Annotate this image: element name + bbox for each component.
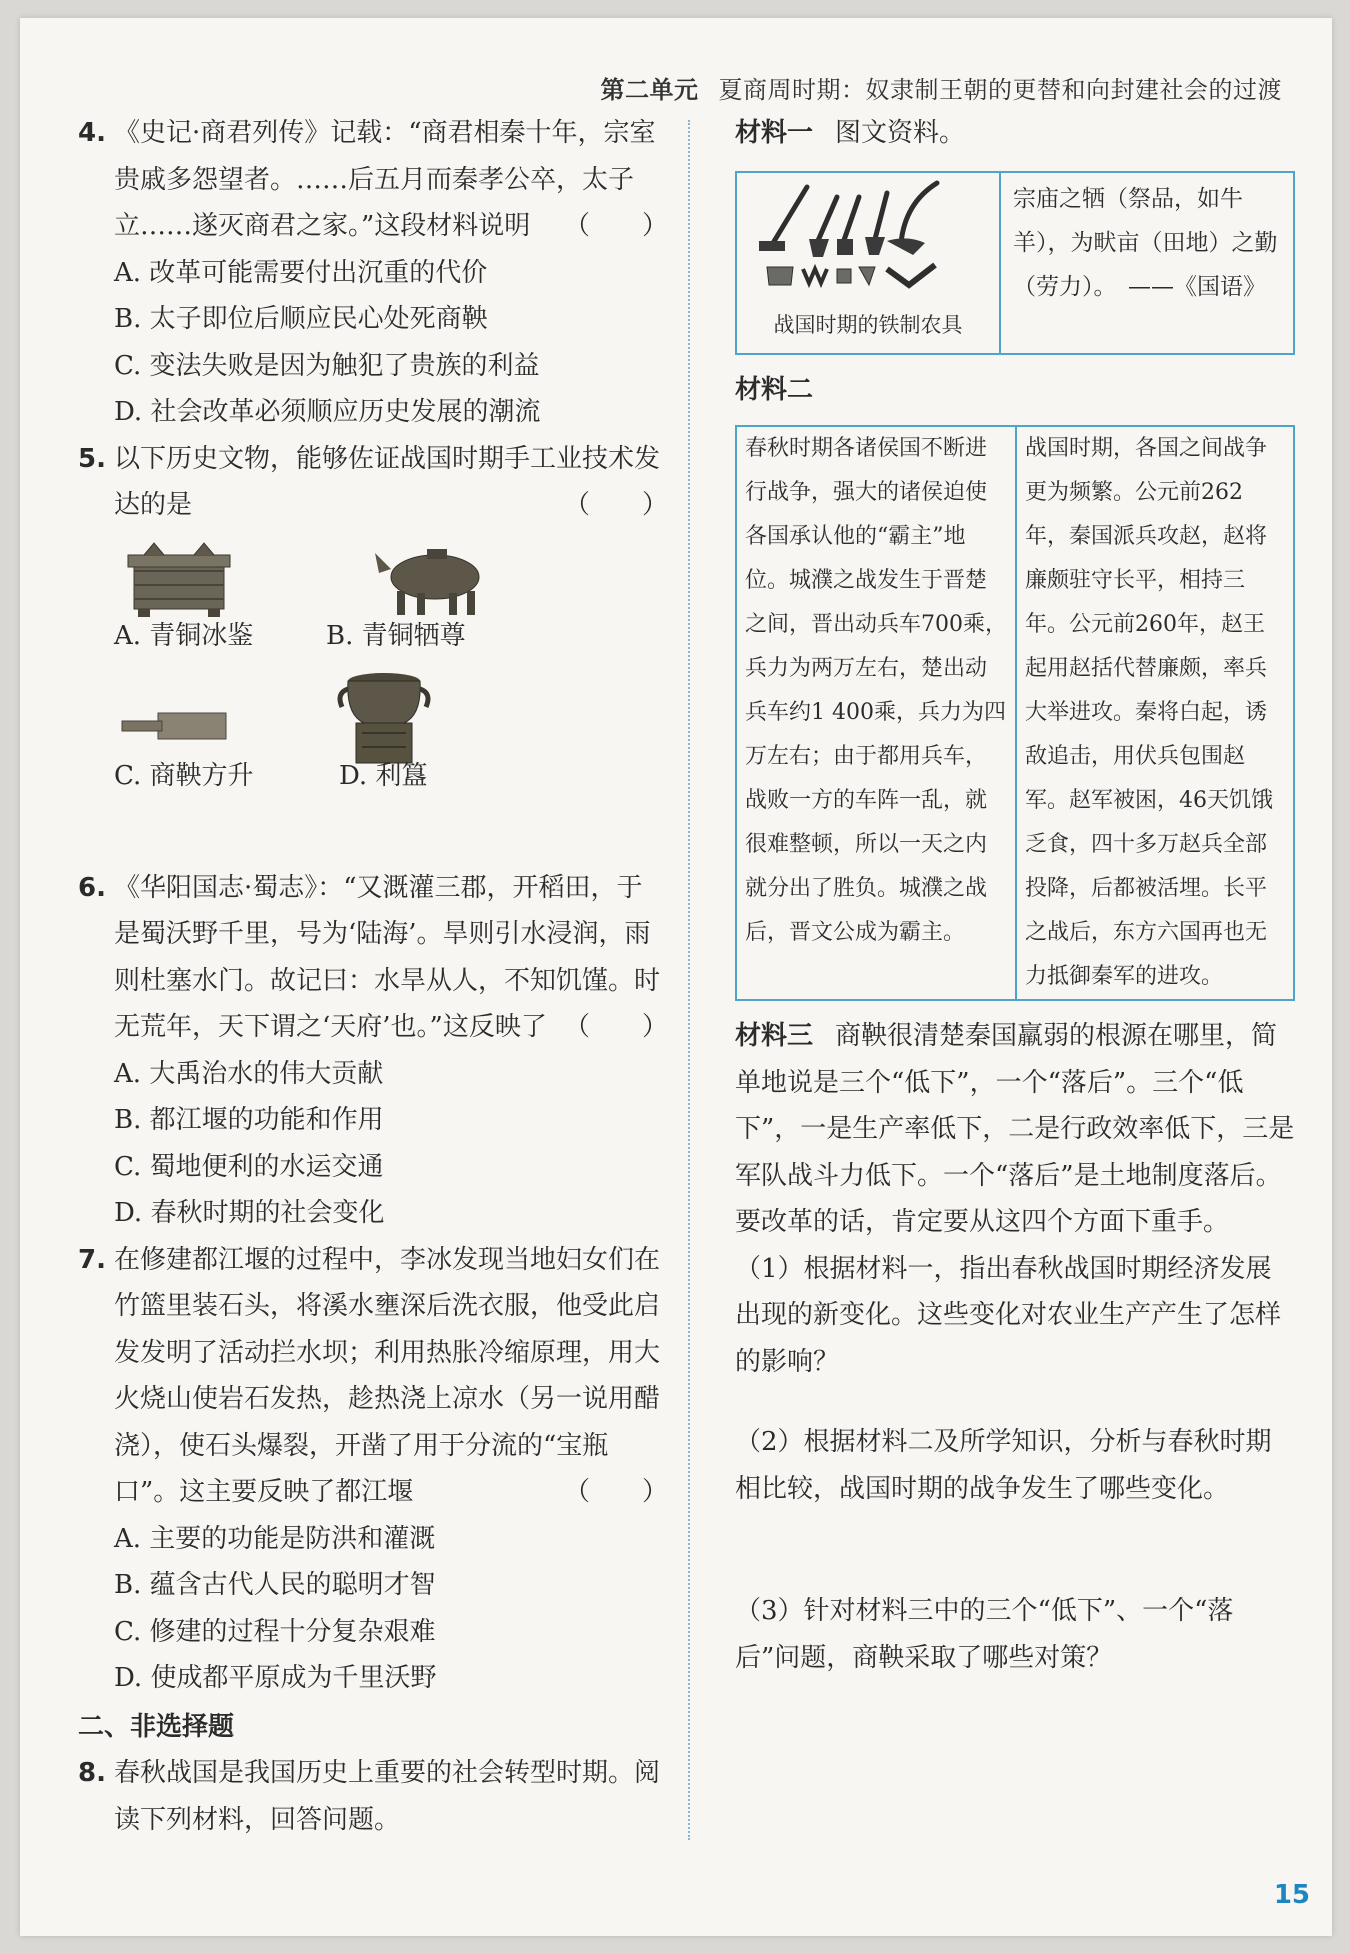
material-intro: 图文资料。 xyxy=(835,118,966,148)
material-1-heading xyxy=(735,110,1295,157)
option-d[interactable]: D. 使成都平原成为千里沃野 xyxy=(114,1663,437,1693)
option-a[interactable]: A. 主要的功能是防洪和灌溉 xyxy=(114,1523,436,1554)
question-number: 5. xyxy=(78,443,106,474)
iron-tools-figure xyxy=(737,173,1001,353)
question-4 xyxy=(78,110,668,250)
shang-yang-square-sheng-image xyxy=(120,705,230,745)
question-stem: 春秋战国是我国历史上重要的社会转型时期。阅读下列材料，回答问题。 xyxy=(114,1758,661,1835)
question-7 xyxy=(78,1237,668,1516)
bronze-xizun-image xyxy=(369,539,499,619)
left-column xyxy=(78,110,668,1843)
material-label: 材料二 xyxy=(735,374,814,405)
subquestion-3: （3）针对材料三中的三个“低下”、一个“落后”问题，商鞅采取了哪些对策？ xyxy=(735,1596,1234,1673)
option-d[interactable]: D. 社会改革必须顺应历史发展的潮流 xyxy=(114,397,541,427)
option-c[interactable]: C. 修建的过程十分复杂艰难 xyxy=(114,1616,436,1647)
relic-images xyxy=(114,529,668,865)
section-heading: 二、非选择题 xyxy=(78,1711,235,1742)
unit-title: 夏商周时期：奴隶制王朝的更替和向封建社会的过渡 xyxy=(718,76,1282,104)
answer-blank[interactable]: （ ） xyxy=(563,490,668,520)
option-d[interactable]: D. 春秋时期的社会变化 xyxy=(114,1198,385,1228)
material-2-table xyxy=(735,425,1295,1001)
spring-autumn-cell: 春秋时期各诸侯国不断进行战争，强大的诸侯迫使各国承认他的“霸主”地位。城濮之战发生于晋楚之间，晋出动兵车700乘，兵力为两万左右，楚出动兵车约1 400乘，兵力为四万左右；由于都用兵车，战败一方的车阵一乱，就很难整顿，所以一天之内就分出了胜负。城濮之战后，晋文公成为霸主。 xyxy=(745,436,1007,945)
question-stem: 以下历史文物，能够佐证战国时期手工业技术发达的是 xyxy=(114,443,661,520)
unit-label: 第二单元 xyxy=(600,76,699,104)
figure-caption: 战国时期的铁制农具 xyxy=(773,313,963,337)
option-b[interactable]: B. 太子即位后顺应民心处死商鞅 xyxy=(114,304,488,334)
option-b[interactable]: B. 蕴含古代人民的聪明才智 xyxy=(114,1570,436,1600)
question-number: 7. xyxy=(78,1244,106,1275)
right-column xyxy=(735,110,1295,1681)
answer-blank[interactable]: （ ） xyxy=(563,211,668,241)
question-5 xyxy=(78,436,668,529)
material-3 xyxy=(735,1013,1295,1246)
column-divider xyxy=(688,120,690,1840)
option-c[interactable]: C. 变法失败是因为触犯了贵族的利益 xyxy=(114,350,540,381)
option-a[interactable]: A. 大禹治水的伟大贡献 xyxy=(114,1058,384,1089)
li-gui-image xyxy=(334,667,434,767)
subquestion-1: （1）根据材料一，指出春秋战国时期经济发展出现的新变化。这些变化对农业生产产生了怎样的影响？ xyxy=(735,1253,1282,1377)
material-2-heading xyxy=(735,367,1295,414)
question-number: 8. xyxy=(78,1758,106,1788)
bronze-ice-jian-image xyxy=(124,541,234,619)
material-label: 材料一 xyxy=(735,118,814,148)
iron-farm-tools-image xyxy=(737,173,995,303)
question-stem: 《华阳国志·蜀志》：“又溉灌三郡，开稻田，于是蜀沃野千里，号为‘陆海’。旱则引水浸润，雨则杜塞水门。故记曰：水旱从人，不知饥馑。时无荒年，天下谓之‘天府’也。”这反映了 xyxy=(114,872,661,1042)
option-d-caption[interactable]: D. 利簋 xyxy=(339,760,428,791)
material-label: 材料三 xyxy=(735,1021,814,1051)
option-a[interactable]: A. 改革可能需要付出沉重的代价 xyxy=(114,257,488,288)
answer-blank[interactable]: （ ） xyxy=(563,1477,668,1507)
option-c[interactable]: C. 蜀地便利的水运交通 xyxy=(114,1151,384,1182)
material-1-box xyxy=(735,171,1295,355)
option-c-caption[interactable]: C. 商鞅方升 xyxy=(114,760,254,791)
question-number: 4. xyxy=(78,118,106,148)
subquestion-2: （2）根据材料二及所学知识，分析与春秋时期相比较，战国时期的战争发生了哪些变化。 xyxy=(735,1427,1272,1504)
question-8 xyxy=(78,1750,668,1843)
option-b-caption[interactable]: B. 青铜牺尊 xyxy=(326,620,466,651)
option-a-caption[interactable]: A. 青铜冰鉴 xyxy=(114,620,254,651)
question-stem: 在修建都江堰的过程中，李冰发现当地妇女们在竹篮里装石头，将溪水壅深后洗衣服，他受此启发发明了活动拦水坝；利用热胀冷缩原理，用大火烧山使岩石发热，趁热浇上凉水（另一说用醋浇），使石头爆裂，开凿了用于分流的“宝瓶口”。这主要反映了都江堰 xyxy=(114,1244,661,1507)
question-6 xyxy=(78,865,668,1051)
guoyu-quote: 宗庙之牺（祭品，如牛羊），为畎亩（田地）之勤（劳力）。 ——《国语》 xyxy=(1013,185,1278,300)
answer-blank[interactable]: （ ） xyxy=(563,1012,668,1042)
page-header xyxy=(601,70,1283,105)
option-b[interactable]: B. 都江堰的功能和作用 xyxy=(114,1105,384,1135)
warring-states-cell: 战国时期，各国之间战争更为频繁。公元前262年，秦国派兵攻赵，赵将廉颇驻守长平，相持三年。公元前260年，赵王起用赵括代替廉颇，率兵大举进攻。秦将白起，诱敌追击，用伏兵包围赵军。赵军被困，46天饥饿乏食，四十多万赵兵全部投降，后都被活埋。长平之战后，东方六国再也无力抵御秦军的进攻。 xyxy=(1015,427,1293,999)
page-number: 15 xyxy=(1273,1880,1310,1910)
question-stem: 《史记·商君列传》记载：“商君相秦十年，宗室贵戚多怨望者。……后五月而秦孝公卒，太子立……遂灭商君之家。”这段材料说明 xyxy=(114,118,656,241)
question-number: 6. xyxy=(78,872,106,903)
material-3-text: 商鞅很清楚秦国羸弱的根源在哪里，简单地说是三个“低下”，一个“落后”。三个“低下”，一是生产率低下，二是行政效率低下，三是军队战斗力低下。一个“落后”是土地制度落后。要改革的话，肯定要从这四个方面下重手。 xyxy=(735,1021,1295,1237)
